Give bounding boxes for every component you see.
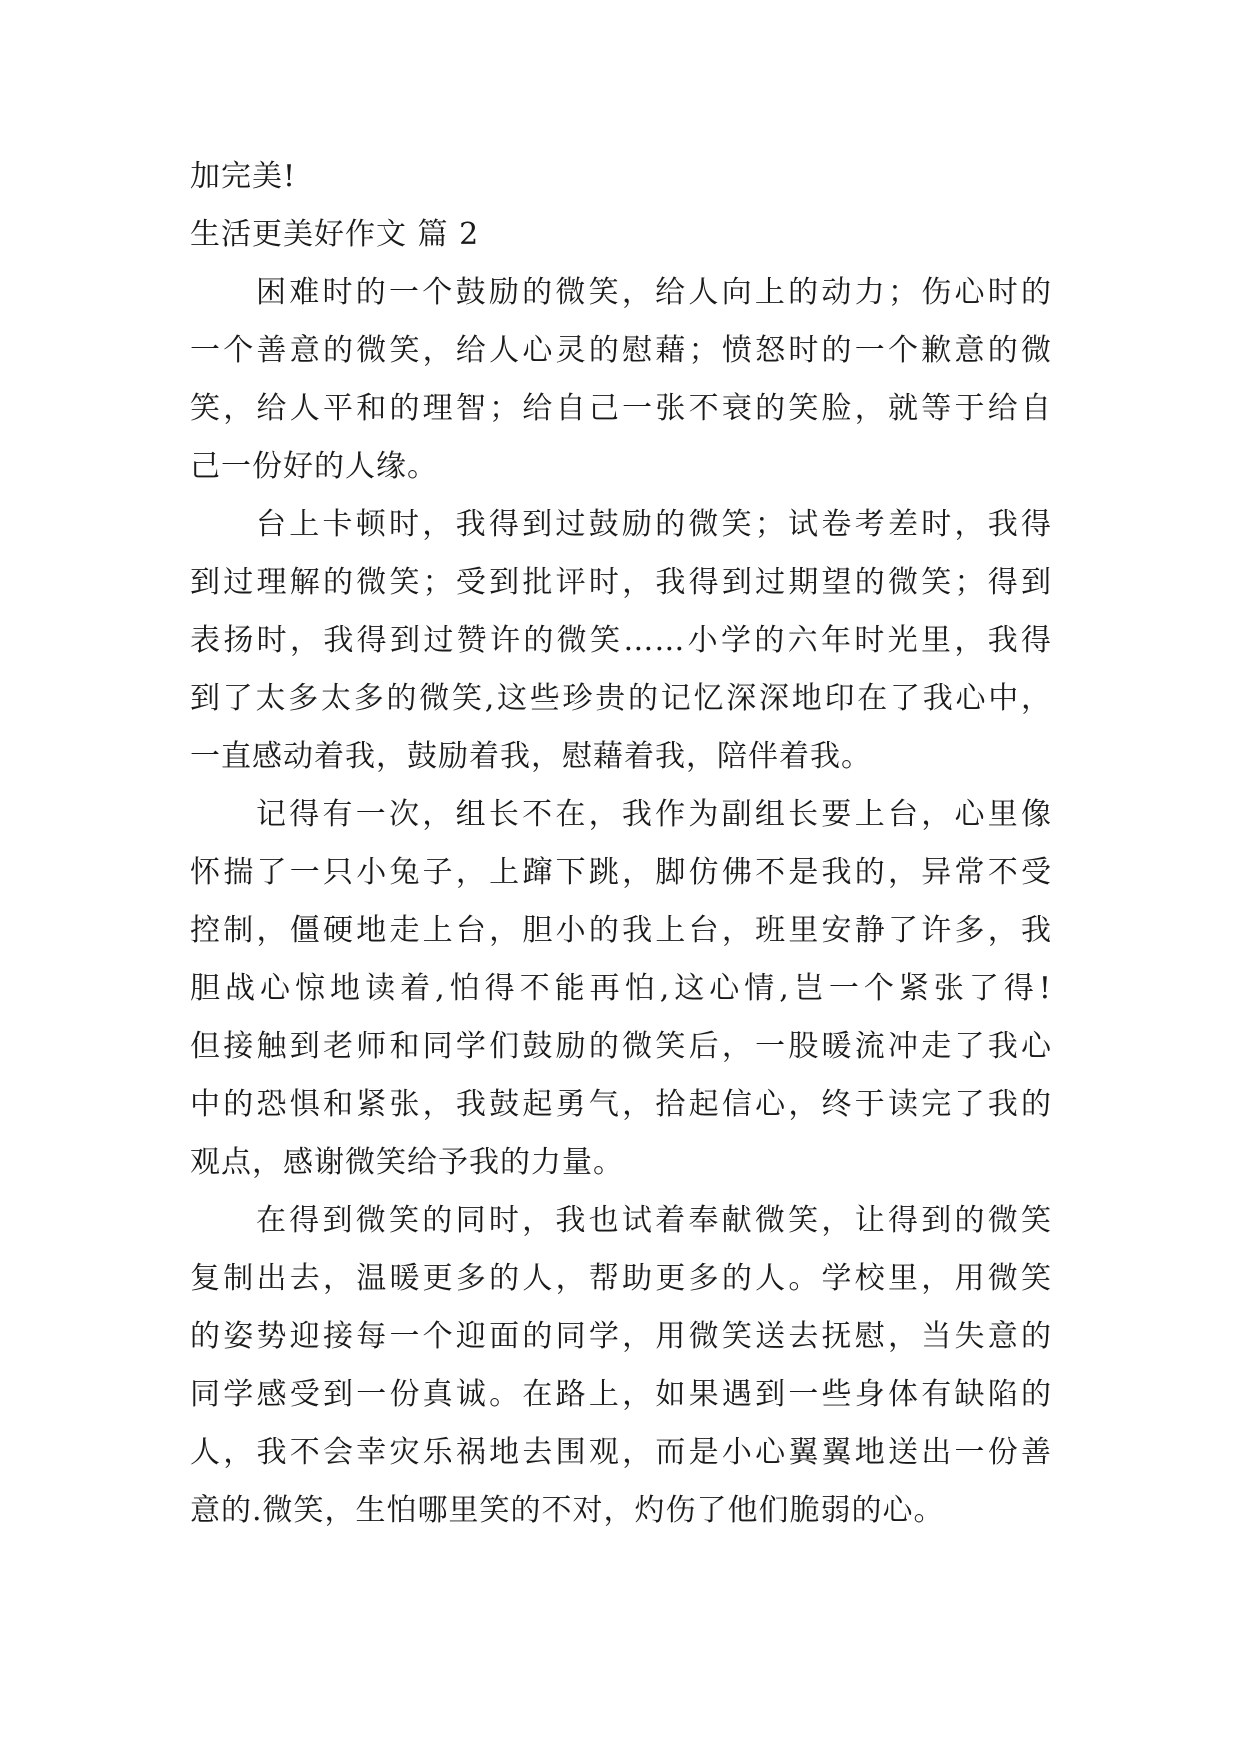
paragraph-line: 记得有一次，组长不在，我作为副组长要上台，心里像 [256,797,1052,832]
paragraph-line: 一直感动着我，鼓励着我，慰藉着我，陪伴着我。 [190,739,872,774]
paragraph-line: 但接触到老师和同学们鼓励的微笑后，一股暖流冲走了我心 [190,1029,1052,1064]
paragraph-line: 观点，感谢微笑给予我的力量。 [190,1145,624,1180]
section-heading: 生活更美好作文 篇 2 [190,217,480,252]
paragraph-line: 表扬时，我得到过赞许的微笑……小学的六年时光里，我得 [190,623,1052,658]
paragraph-line: 控制，僵硬地走上台，胆小的我上台，班里安静了许多，我 [190,913,1052,948]
paragraph-line: 到过理解的微笑；受到批评时，我得到过期望的微笑；得到 [190,565,1052,600]
paragraph-line: 复制出去，温暖更多的人，帮助更多的人。学校里，用微笑 [190,1261,1052,1296]
document-page [190,148,1052,1540]
paragraph-line: 在得到微笑的同时，我也试着奉献微笑，让得到的微笑 [256,1203,1052,1238]
paragraph-line: 台上卡顿时，我得到过鼓励的微笑；试卷考差时，我得 [256,507,1052,542]
paragraph-line: 笑，给人平和的理智；给自己一张不衰的笑脸，就等于给自 [190,391,1052,426]
paragraph-line: 胆战心惊地读着,怕得不能再怕,这心情,岂一个紧张了得! [190,971,1052,1006]
paragraph-line: 的姿势迎接每一个迎面的同学，用微笑送去抚慰，当失意的 [190,1319,1052,1354]
paragraph-line: 一个善意的微笑，给人心灵的慰藉；愤怒时的一个歉意的微 [190,333,1052,368]
paragraph-line: 同学感受到一份真诚。在路上，如果遇到一些身体有缺陷的 [190,1377,1052,1412]
paragraph-line: 意的.微笑，生怕哪里笑的不对，灼伤了他们脆弱的心。 [190,1493,945,1528]
paragraph-line: 中的恐惧和紧张，我鼓起勇气，拾起信心，终于读完了我的 [190,1087,1052,1122]
paragraph-line: 怀揣了一只小兔子，上蹿下跳，脚仿佛不是我的，异常不受 [190,855,1052,890]
paragraph-line: 困难时的一个鼓励的微笑，给人向上的动力；伤心时的 [256,275,1052,310]
paragraph-line: 人，我不会幸灾乐祸地去围观，而是小心翼翼地送出一份善 [190,1435,1052,1470]
paragraph-line: 己一份好的人缘。 [190,449,438,484]
paragraph-line: 加完美! [190,159,297,194]
paragraph-line: 到了太多太多的微笑,这些珍贵的记忆深深地印在了我心中， [190,681,1052,716]
